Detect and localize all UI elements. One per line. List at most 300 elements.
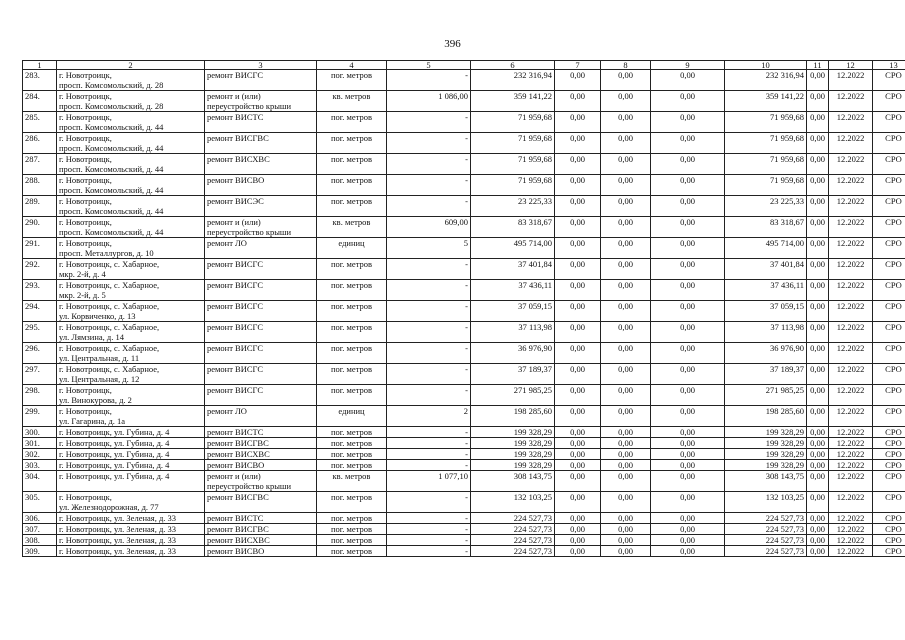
address-cell-line: г. Новотроицк,	[59, 238, 112, 248]
fund-cell: 0,00	[555, 196, 601, 217]
work-type-cell	[205, 427, 317, 438]
total-cost-cell: 37 059,15	[471, 301, 555, 322]
method-cell: СРО	[873, 406, 905, 427]
total-cost-cell: 71 959,68	[471, 175, 555, 196]
total-cost-cell: 83 318,67	[471, 217, 555, 238]
address-cell	[57, 471, 205, 492]
other-funds-cell: 0,00	[807, 91, 829, 112]
other-funds-cell: 0,00	[807, 301, 829, 322]
work-type-cell-line: ремонт ВИСЭС	[207, 196, 264, 206]
address-cell-line: г. Новотроицк, ул. Губина, д. 4	[59, 471, 170, 481]
fund-cell: 0,00	[555, 70, 601, 91]
address-cell	[57, 280, 205, 301]
unit-cell: пог. метров	[317, 546, 387, 557]
local-budget-cell: 0,00	[651, 112, 725, 133]
address-cell-line: ул. Винокурова, д. 2	[59, 395, 132, 405]
other-funds-cell: 0,00	[807, 427, 829, 438]
address-cell-line: г. Новотроицк, с. Хабарное,	[59, 259, 160, 269]
local-budget-cell: 0,00	[651, 301, 725, 322]
fund-cell: 0,00	[555, 322, 601, 343]
address-cell	[57, 217, 205, 238]
row-number: 307.	[23, 524, 57, 535]
unit-cell: пог. метров	[317, 535, 387, 546]
quantity-cell: -	[387, 196, 471, 217]
address-cell	[57, 196, 205, 217]
local-budget-cell: 0,00	[651, 217, 725, 238]
other-funds-cell: 0,00	[807, 524, 829, 535]
total-cost-cell: 232 316,94	[471, 70, 555, 91]
column-number-header: 8	[601, 61, 651, 70]
budget-cell: 0,00	[601, 238, 651, 259]
owners-funds-cell: 199 328,29	[725, 460, 807, 471]
other-funds-cell: 0,00	[807, 513, 829, 524]
local-budget-cell: 0,00	[651, 196, 725, 217]
row-number: 303.	[23, 460, 57, 471]
budget-cell: 0,00	[601, 471, 651, 492]
total-cost-cell: 37 436,11	[471, 280, 555, 301]
method-cell: СРО	[873, 280, 905, 301]
deadline-cell: 12.2022	[829, 449, 873, 460]
table-row	[23, 217, 905, 238]
address-cell	[57, 438, 205, 449]
owners-funds-cell: 71 959,68	[725, 175, 807, 196]
other-funds-cell: 0,00	[807, 406, 829, 427]
work-type-cell-line: ремонт ВИСГС	[207, 259, 263, 269]
other-funds-cell: 0,00	[807, 175, 829, 196]
table-row	[23, 535, 905, 546]
deadline-cell: 12.2022	[829, 238, 873, 259]
deadline-cell: 12.2022	[829, 301, 873, 322]
deadline-cell: 12.2022	[829, 427, 873, 438]
table-row	[23, 196, 905, 217]
deadline-cell: 12.2022	[829, 385, 873, 406]
unit-cell: пог. метров	[317, 280, 387, 301]
budget-cell: 0,00	[601, 322, 651, 343]
work-type-cell	[205, 492, 317, 513]
table-row	[23, 513, 905, 524]
work-type-cell	[205, 460, 317, 471]
local-budget-cell: 0,00	[651, 427, 725, 438]
register-table	[22, 60, 905, 557]
local-budget-cell: 0,00	[651, 343, 725, 364]
address-cell	[57, 70, 205, 91]
address-cell	[57, 460, 205, 471]
budget-cell: 0,00	[601, 70, 651, 91]
row-number: 299.	[23, 406, 57, 427]
method-cell: СРО	[873, 91, 905, 112]
address-cell-line: ул. Центральная, д. 11	[59, 353, 140, 363]
work-type-cell	[205, 154, 317, 175]
other-funds-cell: 0,00	[807, 259, 829, 280]
owners-funds-cell: 308 143,75	[725, 471, 807, 492]
owners-funds-cell: 37 059,15	[725, 301, 807, 322]
total-cost-cell: 199 328,29	[471, 427, 555, 438]
row-number: 295.	[23, 322, 57, 343]
unit-cell: пог. метров	[317, 322, 387, 343]
fund-cell: 0,00	[555, 438, 601, 449]
owners-funds-cell: 359 141,22	[725, 91, 807, 112]
unit-cell: кв. метров	[317, 471, 387, 492]
address-cell-line: г. Новотроицк,	[59, 70, 112, 80]
owners-funds-cell: 36 976,90	[725, 343, 807, 364]
work-type-cell	[205, 385, 317, 406]
total-cost-cell: 37 401,84	[471, 259, 555, 280]
deadline-cell: 12.2022	[829, 112, 873, 133]
local-budget-cell: 0,00	[651, 546, 725, 557]
address-cell-line: г. Новотроицк, ул. Зеленая, д. 33	[59, 513, 177, 523]
address-cell-line: просп. Металлургов, д. 10	[59, 248, 154, 258]
local-budget-cell: 0,00	[651, 280, 725, 301]
table-row	[23, 427, 905, 438]
deadline-cell: 12.2022	[829, 175, 873, 196]
method-cell: СРО	[873, 175, 905, 196]
unit-cell: пог. метров	[317, 460, 387, 471]
budget-cell: 0,00	[601, 91, 651, 112]
deadline-cell: 12.2022	[829, 70, 873, 91]
local-budget-cell: 0,00	[651, 460, 725, 471]
local-budget-cell: 0,00	[651, 513, 725, 524]
work-type-cell-line: ремонт ВИСГС	[207, 364, 263, 374]
address-cell	[57, 322, 205, 343]
address-cell-line: г. Новотроицк,	[59, 91, 112, 101]
row-number: 301.	[23, 438, 57, 449]
quantity-cell: -	[387, 438, 471, 449]
address-cell	[57, 175, 205, 196]
column-number-header: 1	[23, 61, 57, 70]
address-cell-line: ул. Гагарина, д. 1а	[59, 416, 126, 426]
method-cell: СРО	[873, 385, 905, 406]
work-type-cell-line: ремонт ВИСХВС	[207, 154, 270, 164]
total-cost-cell: 199 328,29	[471, 460, 555, 471]
other-funds-cell: 0,00	[807, 217, 829, 238]
budget-cell: 0,00	[601, 280, 651, 301]
method-cell: СРО	[873, 112, 905, 133]
address-cell-line: г. Новотроицк, ул. Зеленая, д. 33	[59, 546, 177, 556]
work-type-cell-line: ремонт ВИСГВС	[207, 524, 269, 534]
method-cell: СРО	[873, 217, 905, 238]
fund-cell: 0,00	[555, 492, 601, 513]
quantity-cell: -	[387, 364, 471, 385]
other-funds-cell: 0,00	[807, 364, 829, 385]
method-cell: СРО	[873, 70, 905, 91]
deadline-cell: 12.2022	[829, 322, 873, 343]
fund-cell: 0,00	[555, 471, 601, 492]
address-cell-line: просп. Комсомольский, д. 44	[59, 143, 164, 153]
address-cell	[57, 154, 205, 175]
owners-funds-cell: 224 527,73	[725, 513, 807, 524]
work-type-cell	[205, 471, 317, 492]
local-budget-cell: 0,00	[651, 259, 725, 280]
address-cell	[57, 133, 205, 154]
address-cell-line: ул. Железнодорожная, д. 77	[59, 502, 159, 512]
work-type-cell-line: ремонт ВИСВО	[207, 460, 265, 470]
address-cell	[57, 112, 205, 133]
address-cell-line: ул. Корвиченко, д. 13	[59, 311, 136, 321]
method-cell: СРО	[873, 492, 905, 513]
address-cell-line: г. Новотроицк, ул. Губина, д. 4	[59, 427, 170, 437]
owners-funds-cell: 37 401,84	[725, 259, 807, 280]
budget-cell: 0,00	[601, 112, 651, 133]
work-type-cell	[205, 280, 317, 301]
total-cost-cell: 224 527,73	[471, 513, 555, 524]
address-cell-line: г. Новотроицк, ул. Губина, д. 4	[59, 460, 170, 470]
fund-cell: 0,00	[555, 112, 601, 133]
work-type-cell-line: ремонт ВИСГС	[207, 322, 263, 332]
deadline-cell: 12.2022	[829, 524, 873, 535]
deadline-cell: 12.2022	[829, 91, 873, 112]
method-cell: СРО	[873, 427, 905, 438]
unit-cell: пог. метров	[317, 175, 387, 196]
budget-cell: 0,00	[601, 546, 651, 557]
method-cell: СРО	[873, 513, 905, 524]
unit-cell: пог. метров	[317, 301, 387, 322]
work-type-cell-line: ремонт ЛО	[207, 238, 247, 248]
quantity-cell: 609,00	[387, 217, 471, 238]
total-cost-cell: 224 527,73	[471, 524, 555, 535]
owners-funds-cell: 71 959,68	[725, 133, 807, 154]
work-type-cell	[205, 364, 317, 385]
total-cost-cell: 71 959,68	[471, 112, 555, 133]
quantity-cell: -	[387, 492, 471, 513]
owners-funds-cell: 199 328,29	[725, 427, 807, 438]
deadline-cell: 12.2022	[829, 471, 873, 492]
budget-cell: 0,00	[601, 438, 651, 449]
row-number: 286.	[23, 133, 57, 154]
address-cell	[57, 524, 205, 535]
address-cell-line: г. Новотроицк,	[59, 133, 112, 143]
unit-cell: пог. метров	[317, 438, 387, 449]
deadline-cell: 12.2022	[829, 343, 873, 364]
fund-cell: 0,00	[555, 91, 601, 112]
fund-cell: 0,00	[555, 385, 601, 406]
table-row	[23, 133, 905, 154]
row-number: 306.	[23, 513, 57, 524]
owners-funds-cell: 37 113,98	[725, 322, 807, 343]
deadline-cell: 12.2022	[829, 280, 873, 301]
page-number: 396	[444, 38, 461, 50]
other-funds-cell: 0,00	[807, 112, 829, 133]
work-type-cell	[205, 406, 317, 427]
other-funds-cell: 0,00	[807, 438, 829, 449]
address-cell-line: г. Новотроицк, ул. Губина, д. 4	[59, 449, 170, 459]
address-cell-line: г. Новотроицк, с. Хабарное,	[59, 364, 160, 374]
quantity-cell: -	[387, 259, 471, 280]
budget-cell: 0,00	[601, 513, 651, 524]
address-cell	[57, 513, 205, 524]
unit-cell: пог. метров	[317, 427, 387, 438]
table-row	[23, 238, 905, 259]
table-row	[23, 112, 905, 133]
other-funds-cell: 0,00	[807, 492, 829, 513]
deadline-cell: 12.2022	[829, 217, 873, 238]
method-cell: СРО	[873, 343, 905, 364]
local-budget-cell: 0,00	[651, 449, 725, 460]
owners-funds-cell: 198 285,60	[725, 406, 807, 427]
quantity-cell: -	[387, 343, 471, 364]
other-funds-cell: 0,00	[807, 535, 829, 546]
column-number-header: 9	[651, 61, 725, 70]
address-cell-line: просп. Комсомольский, д. 44	[59, 227, 164, 237]
row-number: 305.	[23, 492, 57, 513]
fund-cell: 0,00	[555, 546, 601, 557]
budget-cell: 0,00	[601, 133, 651, 154]
quantity-cell: -	[387, 154, 471, 175]
table-header	[23, 61, 905, 70]
local-budget-cell: 0,00	[651, 133, 725, 154]
fund-cell: 0,00	[555, 343, 601, 364]
total-cost-cell: 71 959,68	[471, 154, 555, 175]
budget-cell: 0,00	[601, 217, 651, 238]
unit-cell: пог. метров	[317, 492, 387, 513]
column-number-header: 7	[555, 61, 601, 70]
table-row	[23, 322, 905, 343]
table-row	[23, 546, 905, 557]
table-row	[23, 175, 905, 196]
method-cell: СРО	[873, 259, 905, 280]
budget-cell: 0,00	[601, 385, 651, 406]
row-number: 291.	[23, 238, 57, 259]
address-cell-line: г. Новотроицк,	[59, 112, 112, 122]
address-cell	[57, 406, 205, 427]
deadline-cell: 12.2022	[829, 364, 873, 385]
work-type-cell	[205, 91, 317, 112]
work-type-cell-line: переустройство крыши	[207, 101, 292, 111]
fund-cell: 0,00	[555, 280, 601, 301]
fund-cell: 0,00	[555, 535, 601, 546]
owners-funds-cell: 224 527,73	[725, 535, 807, 546]
address-cell	[57, 259, 205, 280]
owners-funds-cell: 83 318,67	[725, 217, 807, 238]
work-type-cell	[205, 196, 317, 217]
work-type-cell-line: ремонт ВИСГВС	[207, 492, 269, 502]
column-number-header: 3	[205, 61, 317, 70]
budget-cell: 0,00	[601, 449, 651, 460]
local-budget-cell: 0,00	[651, 492, 725, 513]
local-budget-cell: 0,00	[651, 385, 725, 406]
work-type-cell-line: ремонт ВИСХВС	[207, 449, 270, 459]
address-cell	[57, 343, 205, 364]
table-row	[23, 91, 905, 112]
owners-funds-cell: 224 527,73	[725, 524, 807, 535]
owners-funds-cell: 71 959,68	[725, 112, 807, 133]
work-type-cell-line: ремонт и (или)	[207, 217, 261, 227]
address-cell	[57, 364, 205, 385]
total-cost-cell: 37 189,37	[471, 364, 555, 385]
address-cell	[57, 492, 205, 513]
row-number: 293.	[23, 280, 57, 301]
method-cell: СРО	[873, 238, 905, 259]
method-cell: СРО	[873, 449, 905, 460]
address-cell-line: ул. Центральная, д. 12	[59, 374, 140, 384]
method-cell: СРО	[873, 438, 905, 449]
column-number-header: 6	[471, 61, 555, 70]
local-budget-cell: 0,00	[651, 70, 725, 91]
address-cell-line: г. Новотроицк, с. Хабарное,	[59, 301, 160, 311]
work-type-cell	[205, 238, 317, 259]
unit-cell: пог. метров	[317, 133, 387, 154]
address-cell-line: мкр. 2-й, д. 4	[59, 269, 106, 279]
address-cell-line: г. Новотроицк,	[59, 196, 112, 206]
row-number: 300.	[23, 427, 57, 438]
row-number: 302.	[23, 449, 57, 460]
work-type-cell	[205, 217, 317, 238]
method-cell: СРО	[873, 301, 905, 322]
work-type-cell	[205, 513, 317, 524]
table-row	[23, 301, 905, 322]
quantity-cell: -	[387, 460, 471, 471]
total-cost-cell: 71 959,68	[471, 133, 555, 154]
address-cell-line: г. Новотроицк,	[59, 154, 112, 164]
table-row	[23, 154, 905, 175]
work-type-cell	[205, 70, 317, 91]
address-cell	[57, 238, 205, 259]
owners-funds-cell: 23 225,33	[725, 196, 807, 217]
unit-cell: пог. метров	[317, 259, 387, 280]
address-cell-line: мкр. 2-й, д. 5	[59, 290, 106, 300]
work-type-cell	[205, 524, 317, 535]
work-type-cell-line: ремонт ВИСГВС	[207, 133, 269, 143]
deadline-cell: 12.2022	[829, 546, 873, 557]
owners-funds-cell: 495 714,00	[725, 238, 807, 259]
row-number: 296.	[23, 343, 57, 364]
address-cell-line: г. Новотроицк,	[59, 175, 112, 185]
work-type-cell-line: ремонт ВИСВО	[207, 175, 265, 185]
budget-cell: 0,00	[601, 364, 651, 385]
work-type-cell-line: ремонт ВИСГВС	[207, 438, 269, 448]
column-number-header: 13	[873, 61, 905, 70]
quantity-cell: 5	[387, 238, 471, 259]
deadline-cell: 12.2022	[829, 438, 873, 449]
table-row	[23, 259, 905, 280]
quantity-cell: -	[387, 70, 471, 91]
unit-cell: пог. метров	[317, 70, 387, 91]
address-cell	[57, 546, 205, 557]
local-budget-cell: 0,00	[651, 175, 725, 196]
fund-cell: 0,00	[555, 427, 601, 438]
unit-cell: единиц	[317, 406, 387, 427]
total-cost-cell: 36 976,90	[471, 343, 555, 364]
method-cell: СРО	[873, 154, 905, 175]
owners-funds-cell: 199 328,29	[725, 438, 807, 449]
unit-cell: пог. метров	[317, 385, 387, 406]
column-number-row	[23, 61, 905, 70]
budget-cell: 0,00	[601, 492, 651, 513]
address-cell	[57, 301, 205, 322]
fund-cell: 0,00	[555, 301, 601, 322]
quantity-cell: -	[387, 546, 471, 557]
row-number: 283.	[23, 70, 57, 91]
other-funds-cell: 0,00	[807, 460, 829, 471]
method-cell: СРО	[873, 471, 905, 492]
row-number: 287.	[23, 154, 57, 175]
work-type-cell	[205, 301, 317, 322]
work-type-cell-line: ремонт ВИСГС	[207, 301, 263, 311]
fund-cell: 0,00	[555, 259, 601, 280]
work-type-cell	[205, 259, 317, 280]
work-type-cell	[205, 322, 317, 343]
local-budget-cell: 0,00	[651, 91, 725, 112]
work-type-cell-line: ремонт ВИСГС	[207, 343, 263, 353]
quantity-cell: -	[387, 322, 471, 343]
quantity-cell: 2	[387, 406, 471, 427]
row-number: 308.	[23, 535, 57, 546]
unit-cell: пог. метров	[317, 513, 387, 524]
fund-cell: 0,00	[555, 154, 601, 175]
unit-cell: пог. метров	[317, 364, 387, 385]
address-cell	[57, 91, 205, 112]
address-cell	[57, 449, 205, 460]
budget-cell: 0,00	[601, 427, 651, 438]
